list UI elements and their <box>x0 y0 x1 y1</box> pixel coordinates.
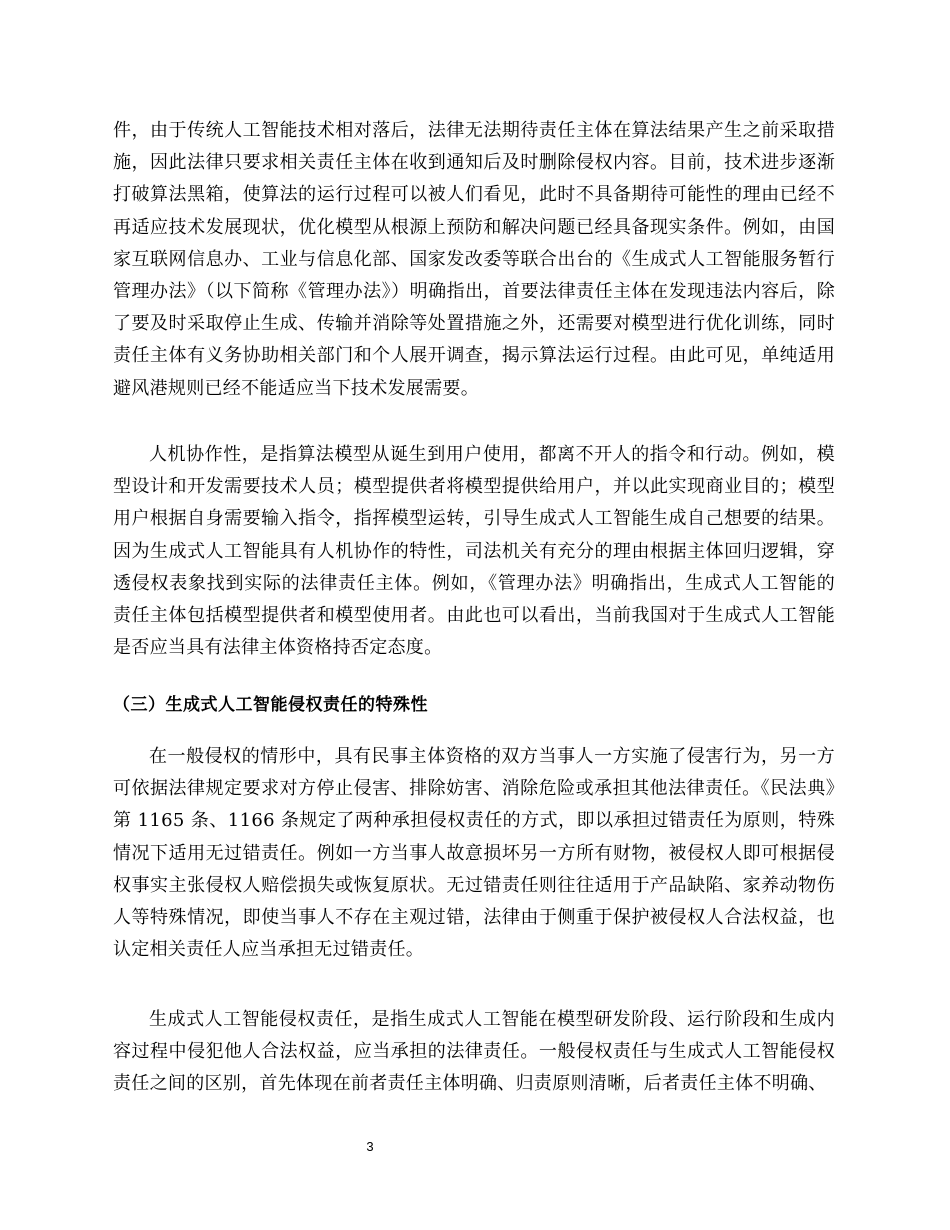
section-heading: （三）生成式人工智能侵权责任的特殊性 <box>113 695 428 715</box>
paragraph-human-machine-collaboration: 人机协作性，是指算法模型从诞生到用户使用，都离不开人的指令和行动。例如，模型设计和开发需要技术人员；模型提供者将模型提供给用户，并以此实现商业目的；模型用户根据自身需要输入指令，指挥模型运转，引导生成式人工智能生成自己想要的结果。因为生成式人工智能具有人机协作的特性，司法机关有充分的理由根据主体回归逻辑，穿透侵权表象找到实际的法律责任主体。例如，《管理办法》明确指出，生成式人工智能的责任主体包括模型提供者和模型使用者。由此也可以看出，当前我国对于生成式人工智能是否应当具有法律主体资格持否定态度。 <box>113 444 835 659</box>
paragraph-general-tort: 在一般侵权的情形中，具有民事主体资格的双方当事人一方实施了侵害行为，另一方可依据法律规定要求对方停止侵害、排除妨害、消除危险或承担其他法律责任。《民法典》第 1165 条、1166 条规定了两种承担侵权责任的方式，即以承担过错责任为原则，特殊情况下适用无过错责任。例如一方当事人故意损坏另一方所有财物，被侵权人即可根据侵权事实主张侵权人赔偿损失或恢复原状。无过错责任则往往适用于产品缺陷、家养动物伤人等特殊情况，即使当事人不存在主观过错，法律由于侧重于保护被侵权人合法权益，也认定相关责任人应当承担无过错责任。 <box>113 746 835 961</box>
page-number: 3 <box>366 1139 374 1154</box>
paragraph-continuation: 件，由于传统人工智能技术相对落后，法律无法期待责任主体在算法结果产生之前采取措施，因此法律只要求相关责任主体在收到通知后及时删除侵权内容。目前，技术进步逐渐打破算法黑箱，使算法的运行过程可以被人们看见，此时不具备期待可能性的理由已经不再适应技术发展现状，优化模型从根源上预防和解决问题已经具备现实条件。例如，由国家互联网信息办、工业与信息化部、国家发改委等联合出台的《生成式人工智能服务暂行管理办法》（以下简称《管理办法》）明确指出，首要法律责任主体在发现违法内容后，除了要及时采取停止生成、传输并消除等处置措施之外，还需要对模型进行优化训练，同时责任主体有义务协助相关部门和个人展开调查，揭示算法运行过程。由此可见，单纯适用避风港规则已经不能适应当下技术发展需要。 <box>113 120 835 399</box>
paragraph-generative-ai-tort: 生成式人工智能侵权责任，是指生成式人工智能在模型研发阶段、运行阶段和生成内容过程中侵犯他人合法权益，应当承担的法律责任。一般侵权责任与生成式人工智能侵权责任之间的区别，首先体现在前者责任主体明确、归责原则清晰，后者责任主体不明确、 <box>113 1009 835 1095</box>
